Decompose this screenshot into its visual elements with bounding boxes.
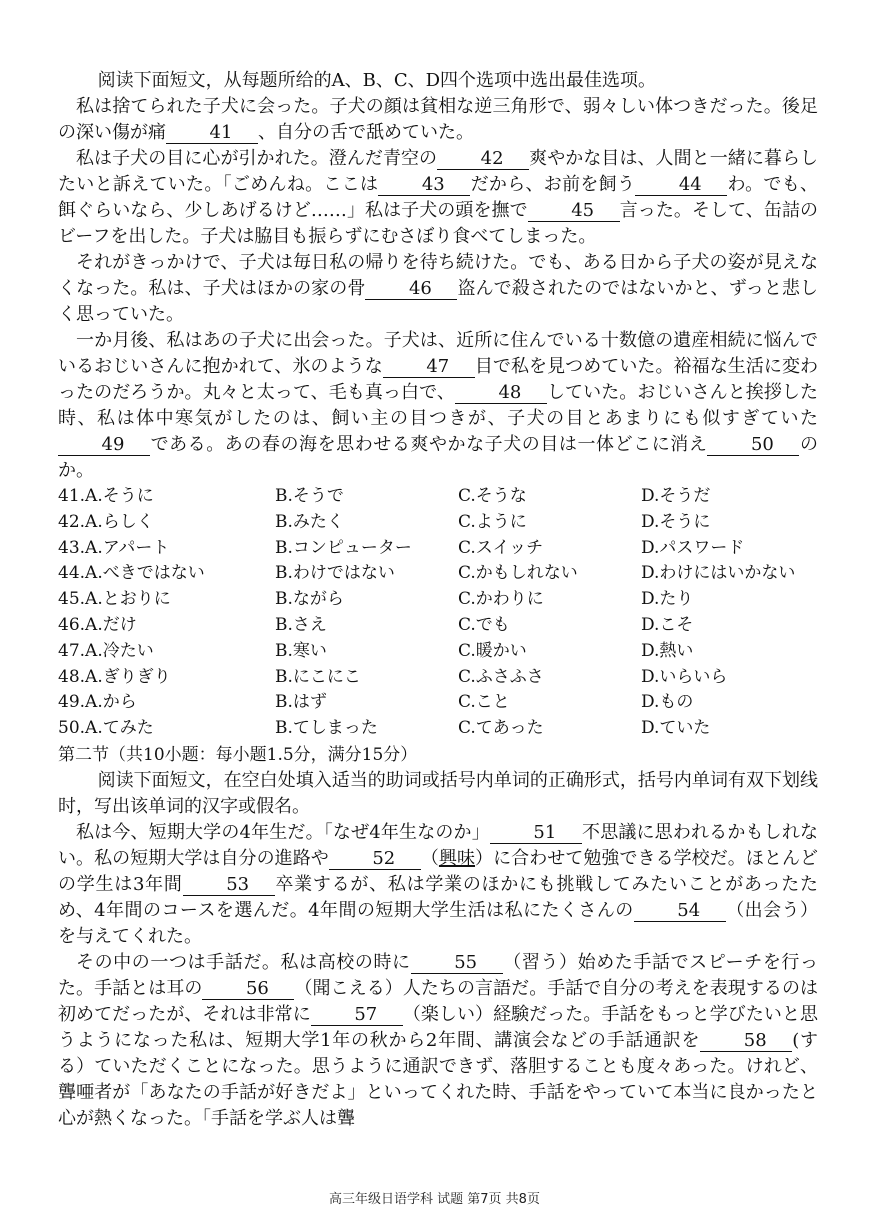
- option-a-text: A.てみた: [85, 718, 154, 739]
- blank-55: 55: [411, 953, 503, 974]
- option-a-text: A.とおりに: [85, 589, 171, 610]
- option-a-text: A.そうに: [85, 486, 154, 506]
- option-b: B.てしまった: [275, 718, 378, 739]
- option-a: [58, 536, 275, 562]
- blank-48: 48: [455, 383, 547, 404]
- text-segment: （習う）始めた手話でスピーチを行った。手話とは耳の: [58, 951, 818, 999]
- question-number: 45.: [58, 589, 86, 610]
- option-row-47: [58, 639, 818, 665]
- question-number: 46.: [58, 614, 86, 635]
- passage1-paragraph-2: [58, 146, 818, 250]
- question-number: 49.: [58, 692, 86, 713]
- page-content: [58, 68, 818, 1132]
- blank-51: 51: [490, 823, 582, 844]
- page-footer: 高三年级日语学科 试题 第7页 共8页: [329, 1192, 540, 1207]
- option-row-49: [58, 690, 818, 716]
- option-c: C.暖かい: [458, 640, 527, 661]
- option-d: D.もの: [641, 692, 694, 713]
- option-b: B.にこにこ: [275, 666, 361, 687]
- option-b: B.寒い: [275, 640, 327, 661]
- section-2-title: 第二节（共10小题：每小题1.5分，满分15分）: [58, 744, 418, 765]
- option-c: C.そうな: [458, 486, 527, 506]
- blank-54: 54: [634, 901, 726, 922]
- text-segment: （出会う）を与えてくれた。: [58, 899, 819, 947]
- option-d: D.熱い: [641, 640, 694, 661]
- option-row-45: [58, 587, 818, 613]
- option-d: D.いらいら: [641, 666, 728, 687]
- option-a: [58, 690, 275, 716]
- passage1-paragraph-4: [58, 328, 818, 484]
- option-b: B.コンピューター: [275, 537, 412, 558]
- text-segment: である。あの春の海を思わせる爽やかな子犬の目は一体どこに消え: [150, 434, 708, 455]
- option-c: C.こと: [458, 692, 510, 713]
- text-segment: 目で私を見つめていた。裕福な生活に変わったのだろうか。丸々と太って、毛も真っ白で、: [58, 356, 819, 403]
- question-number: 47.: [58, 640, 86, 661]
- text-segment: ）に合わせて勉強できる学校だ。ほとんどの学生は3年間: [58, 847, 819, 895]
- option-c: C.ふさふさ: [458, 666, 544, 687]
- text-segment: 不思議に思われるかもしれない。私の短期大学は自分の進路や: [58, 821, 818, 869]
- blank-52: 52: [329, 849, 421, 870]
- option-row-41: [58, 484, 818, 510]
- text-segment: のか。: [58, 434, 818, 481]
- question-number: 50.: [58, 718, 86, 739]
- option-c: C.でも: [458, 614, 510, 635]
- options-list: [58, 484, 818, 742]
- option-d: D.そうだ: [641, 486, 711, 506]
- blank-44: 44: [635, 175, 727, 196]
- passage1-paragraph-3: [58, 250, 818, 328]
- option-row-46: [58, 613, 818, 639]
- option-d: D.わけにはいかない: [641, 563, 796, 584]
- option-a: [58, 561, 275, 587]
- option-a-text: A.べきではない: [85, 563, 205, 584]
- option-b: B.はず: [275, 692, 327, 713]
- text-segment: わ。でも、餌ぐらいなら、少しあげるけど……」私は子犬の頭を撫で: [58, 174, 819, 221]
- option-a-text: A.アパート: [85, 537, 170, 558]
- blank-50: 50: [707, 435, 799, 456]
- passage2-paragraph-2: [58, 950, 818, 1132]
- question-number: 42.: [58, 511, 86, 532]
- text-segment: 私は今、短期大学の4年生だ。「なぜ4年生なのか」: [76, 821, 490, 843]
- option-a: [58, 484, 275, 510]
- text-segment: (する）ていただくことになった。思うように通訳できず、落胆することも度々あった。けれど、聾唖者が「あなたの手話が好きだよ」といってくれた時、手話をやっていて本当に良かったと心が熱くなった。「手話を学ぶ人は聾: [58, 1029, 818, 1129]
- option-a: [58, 613, 275, 639]
- option-row-48: [58, 665, 818, 691]
- option-a-text: A.から: [85, 692, 137, 713]
- instruction-1: 阅读下面短文，从每题所给的A、B、C、D四个选项中选出最佳选项。: [97, 70, 657, 91]
- blank-57: 57: [311, 1005, 403, 1026]
- option-a: [58, 510, 275, 536]
- text-segment: だから、お前を飼う: [470, 174, 636, 195]
- text-segment: 、自分の舌で舐めていた。: [258, 122, 474, 143]
- text-segment: それがきっかけで、子犬は毎日私の帰りを待ち続けた。でも、ある日から子犬の姿が見えなくなった。私は、子犬はほかの家の骨: [58, 252, 818, 299]
- blank-58: 58: [700, 1031, 792, 1052]
- option-d: D.ていた: [641, 718, 711, 739]
- text-segment: その中の一つは手話だ。私は高校の時に: [76, 951, 411, 973]
- option-d: D.そうに: [641, 511, 711, 532]
- option-b: B.ながら: [275, 589, 344, 610]
- text-segment: 卒業するが、私は学業のほかにも挑戦してみたいことがあったため、4年間のコースを選んだ。4年間の短期大学生活は私にたくさんの: [58, 873, 818, 921]
- text-segment: （聞こえる）人たちの言語だ。手話で自分の考えを表現するのは初めてだったが、それは非常に: [58, 977, 819, 1025]
- blank-45: 45: [528, 201, 620, 222]
- text-segment: （楽しい）経験だった。手話をもっと学びたいと思うようになった私は、短期大学1年の秋から2年間、講演会などの手話通訳を: [58, 1003, 819, 1051]
- option-c: C.スイッチ: [458, 537, 544, 558]
- option-a: [58, 639, 275, 665]
- text-segment: していた。おじいさんと挨拶した時、私は体中寒気がしたのは、飼い主の目つきが、子犬の目とあまりにも似すぎていた: [58, 382, 819, 429]
- option-c: C.かわりに: [458, 589, 544, 610]
- option-a-text: A.冷たい: [85, 640, 154, 661]
- question-number: 44.: [58, 563, 86, 584]
- instruction-2: 阅读下面短文，在空白处填入适当的助词或括号内单词的正确形式，括号内单词有双下划线时，写出该单词的汉字或假名。: [58, 769, 818, 817]
- option-row-43: [58, 536, 818, 562]
- double-underlined-word: 興味: [438, 847, 476, 869]
- blank-56: 56: [202, 979, 294, 1000]
- option-row-44: [58, 561, 818, 587]
- option-d: D.たり: [641, 589, 694, 610]
- blank-53: 53: [183, 875, 275, 896]
- text-segment: 爽やかな目は、人間と一緒に暮らしたいと訴えていた。「ごめんね。ここは: [58, 148, 818, 195]
- blank-46: 46: [365, 279, 457, 300]
- option-d: D.パスワード: [641, 537, 745, 558]
- option-c: C.ように: [458, 511, 527, 532]
- option-row-50: [58, 716, 818, 742]
- option-c: C.かもしれない: [458, 563, 578, 584]
- option-a-text: A.だけ: [85, 614, 137, 635]
- option-b: B.そうで: [275, 486, 344, 506]
- blank-43: 43: [378, 175, 470, 196]
- question-number: 48.: [58, 666, 86, 687]
- blank-49: 49: [58, 435, 150, 456]
- option-a-text: A.らしく: [85, 511, 154, 532]
- text-segment: 盗んで殺されたのではないかと、ずっと悲しく思っていた。: [58, 278, 819, 325]
- text-segment: 言った。そして、缶詰のビーフを出した。子犬は脇目も振らずにむさぼり食べてしまった。: [58, 200, 819, 247]
- blank-42: 42: [437, 149, 529, 170]
- option-a: [58, 716, 275, 742]
- option-a-text: A.ぎりぎり: [85, 666, 171, 687]
- option-b: B.わけではない: [275, 563, 395, 584]
- passage1-paragraph-1: [58, 94, 818, 146]
- text-segment: 一か月後、私はあの子犬に出会った。子犬は、近所に住んでいる十数億の遺産相続に悩んでいるおじいさんに抱かれて、氷のような: [58, 330, 818, 377]
- text-segment: 私は捨てられた子犬に会った。子犬の顔は貧相な逆三角形で、弱々しい体つきだった。後足の深い傷が痛: [58, 96, 818, 143]
- question-number: 43.: [58, 537, 86, 558]
- option-row-42: [58, 510, 818, 536]
- option-c: C.てあった: [458, 718, 544, 739]
- option-a: [58, 587, 275, 613]
- blank-47: 47: [383, 357, 475, 378]
- option-b: B.さえ: [275, 614, 327, 635]
- passage2-paragraph-1: [58, 820, 818, 950]
- blank-41: 41: [166, 123, 258, 144]
- question-number: 41.: [58, 486, 86, 506]
- text-segment: 私は子犬の目に心が引かれた。澄んだ青空の: [76, 148, 438, 169]
- option-b: B.みたく: [275, 511, 344, 532]
- text-segment: （: [420, 847, 439, 869]
- option-a: [58, 665, 275, 691]
- option-d: D.こそ: [641, 614, 694, 635]
